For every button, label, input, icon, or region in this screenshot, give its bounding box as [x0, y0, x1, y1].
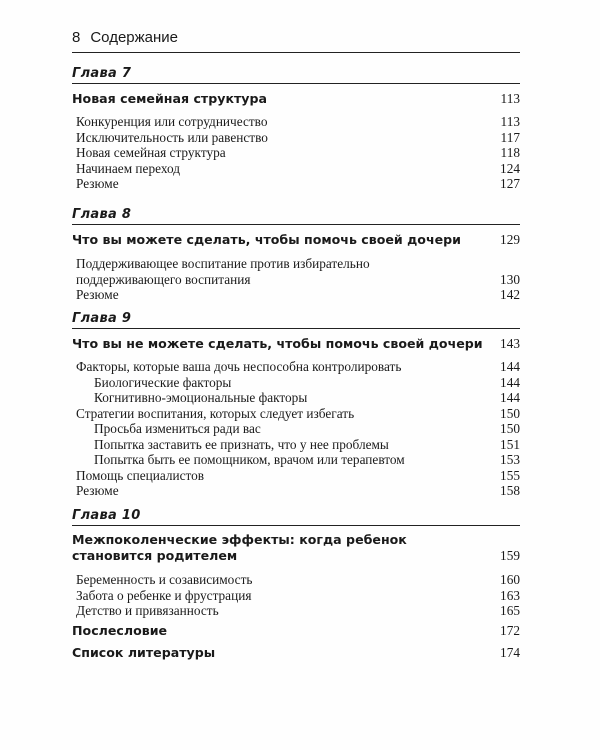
section-title: Содержание: [90, 29, 179, 46]
chapter-label: Глава 9: [72, 311, 132, 326]
entry-page: 153: [500, 452, 520, 467]
toc-entry[interactable]: [72, 130, 520, 146]
chapter-rule: [72, 83, 520, 84]
entry-page: 124: [500, 160, 520, 176]
entry-page: 163: [500, 587, 520, 603]
entry-page: 155: [500, 467, 520, 483]
chapter-page: 159: [500, 548, 520, 563]
entry-page: 165: [500, 603, 520, 618]
entry-page: 150: [500, 405, 520, 421]
toc-entry[interactable]: [72, 161, 520, 177]
toc-entry[interactable]: [72, 114, 520, 130]
entry-page: 144: [500, 390, 520, 405]
entry-text: Резюме: [76, 287, 119, 302]
entry-text: Детство и привязанность: [76, 603, 219, 618]
chapter-8: [72, 207, 520, 303]
toc-subentry[interactable]: [72, 421, 520, 437]
chapter-page: 143: [500, 336, 520, 351]
toc-subentry[interactable]: [72, 452, 520, 468]
chapter-10: [72, 508, 520, 619]
entry-page: 144: [500, 359, 520, 374]
chapter-label: Глава 8: [72, 207, 132, 222]
bibliography-page: 174: [500, 645, 520, 660]
chapter-title-row[interactable]: [72, 91, 520, 107]
entry-text: Попытка заставить ее признать, что у нее проблемы: [94, 436, 389, 452]
entry-page: 144: [500, 374, 520, 390]
toc-entry[interactable]: [72, 145, 520, 161]
entry-text: Факторы, которые ваша дочь неспособна контролировать: [76, 359, 402, 374]
toc-entry[interactable]: [72, 176, 520, 192]
afterword-entry[interactable]: [72, 623, 520, 639]
toc-entry[interactable]: [72, 483, 520, 499]
entry-page: 158: [500, 483, 520, 498]
chapter-rule: [72, 328, 520, 329]
entry-text: Резюме: [76, 483, 119, 498]
toc-entry[interactable]: [72, 572, 520, 588]
toc-entry[interactable]: [72, 256, 520, 287]
toc-entry[interactable]: [72, 603, 520, 619]
chapter-title: Что вы можете сделать, чтобы помочь своей дочери: [72, 232, 461, 247]
entry-page: 142: [500, 287, 520, 302]
toc-entry[interactable]: [72, 406, 520, 422]
entry-page: 127: [500, 176, 520, 191]
chapter-rule: [72, 525, 520, 526]
chapter-title-row[interactable]: [72, 336, 520, 352]
chapter-page: 129: [500, 232, 520, 247]
toc-subentry[interactable]: [72, 390, 520, 406]
toc-entry[interactable]: [72, 287, 520, 303]
entry-text: Беременность и созависимость: [76, 572, 253, 587]
entry-text: Начинаем переход: [76, 160, 180, 176]
chapter-page: 113: [500, 91, 520, 106]
chapter-9: [72, 311, 520, 499]
entry-text: Помощь специалистов: [76, 467, 205, 483]
toc-subentry[interactable]: [72, 375, 520, 391]
entry-page: 150: [500, 421, 520, 436]
toc-entry[interactable]: [72, 588, 520, 604]
chapter-title-row[interactable]: [72, 532, 520, 564]
chapter-title: Новая семейная структура: [72, 91, 268, 106]
chapter-title: Что вы не можете сделать, чтобы помочь своей дочери: [72, 336, 483, 351]
entry-page: 118: [500, 145, 520, 160]
toc-entry[interactable]: [72, 359, 520, 375]
running-header: [72, 29, 520, 46]
bibliography-entry[interactable]: [72, 645, 520, 661]
afterword-page: 172: [500, 623, 520, 638]
entry-text: Поддерживающее воспитание против избирательно поддерживающего воспитания: [76, 256, 370, 287]
chapter-title: Межпоколенческие эффекты: когда ребенок становится родителем: [72, 532, 407, 563]
entry-text: Попытка быть ее помощником, врачом или терапевтом: [94, 452, 405, 467]
chapter-label: Глава 7: [72, 66, 132, 81]
afterword-title: Послесловие: [72, 623, 168, 638]
entry-page: 130: [500, 271, 520, 287]
chapter-label: Глава 10: [72, 508, 141, 523]
entry-page: 113: [500, 114, 520, 129]
entry-text: Забота о ребенке и фрустрация: [76, 587, 252, 603]
chapter-title-row[interactable]: [72, 232, 520, 248]
entry-text: Конкуренция или сотрудничество: [76, 114, 268, 129]
entry-text: Просьба измениться ради вас: [94, 421, 261, 436]
entry-text: Когнитивно-эмоциональные факторы: [94, 390, 308, 405]
toc-subentry[interactable]: [72, 437, 520, 453]
toc-entry[interactable]: [72, 468, 520, 484]
entry-text: Исключительность или равенство: [76, 129, 268, 145]
entry-text: Резюме: [76, 176, 119, 191]
entry-page: 151: [500, 436, 520, 452]
entry-text: Новая семейная структура: [76, 145, 226, 160]
bibliography-title: Список литературы: [72, 645, 216, 660]
header-rule: [72, 52, 520, 53]
chapter-7: [72, 66, 520, 192]
entry-page: 117: [500, 129, 520, 145]
entry-text: Стратегии воспитания, которых следует избегать: [76, 405, 355, 421]
entry-text: Биологические факторы: [94, 374, 232, 390]
entry-page: 160: [500, 572, 520, 587]
page-number: 8: [72, 29, 81, 46]
chapter-rule: [72, 224, 520, 225]
